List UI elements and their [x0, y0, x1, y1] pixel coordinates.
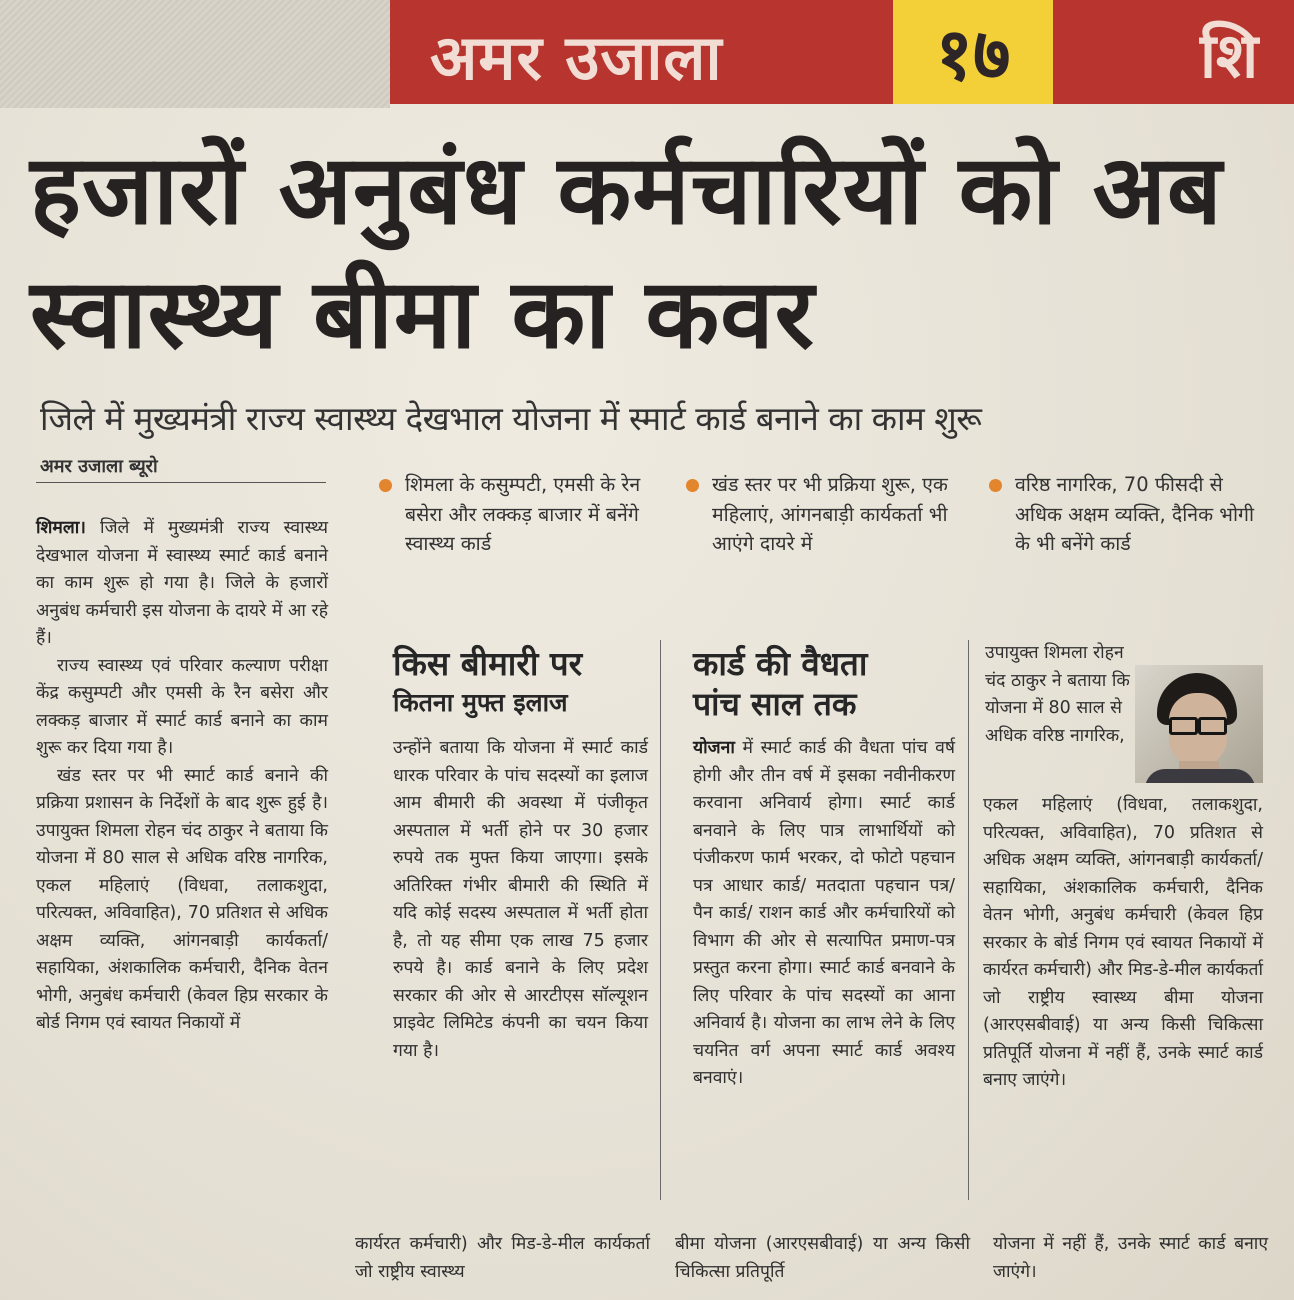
highlight-2 [712, 470, 987, 559]
bullet-dot [989, 479, 1002, 492]
highlight-text: शिमला के कसुम्पटी, एमसी के रेन बसेरा और लक्कड़ बाजार में बनेंगे स्वास्थ्य कार्ड [405, 473, 641, 555]
box2-body [693, 735, 955, 1093]
box2-subtitle: पांच साल तक [693, 685, 857, 723]
box2-lead: योजना [693, 738, 735, 758]
box2-title: कार्ड की वैधता [693, 644, 868, 683]
highlight-3 [1015, 470, 1270, 559]
paragraph-3: खंड स्तर पर भी स्मार्ट कार्ड बनाने की प्रक्रिया प्रशासन के निर्देशों के बाद शुरू हुई है। उपायुक्त शिमला रोहन चंद ठाकुर ने बताया कि योजना में 80 साल से अधिक वरिष्ठ नागरिक, एकल महिलाएं (विधवा, तलाकशुदा, परित्यक्त, अविवाहित), 70 प्रतिशत से अधिक अक्षम व्यक्ति, आंगनबाड़ी कार्यकर्ता/ सहायिका, अंशकालिक कर्मचारी, दैनिक वेतन भोगी, अनुबंध कर्मचारी (केवल हिप्र सरकार के बोर्ड निगम एवं स्वायत निकायों में [36, 765, 328, 1033]
box1-body: उन्होंने बताया कि योजना में स्मार्ट कार्ड धारक परिवार के पांच सदस्यों का इलाज आम बीमारी की अवस्था में पंजीकृत अस्पताल में भर्ती होने पर 30 हजार रुपये तक मुफ्त किया जाएगा। इसके अतिरिक्त गंभीर बीमारी की स्थिति में यदि कोई सदस्य अस्पताल में भर्ती होता है, तो यह सीमा एक लाख 75 हजार रुपये है। कार्ड बनाने के लिए प्रदेश सरकार की ओर से आरटीएस सॉल्यूशन प्राइवेट लिमिटेड कंपनी का चयन किया गया है। [393, 738, 648, 1061]
headline: हजारों अनुबंध कर्मचारियों को अब स्वास्थ्य बीमा का कवर [30, 133, 1223, 370]
continuation-1: कार्यरत कर्मचारी) और मिड-डे-मील कार्यकर्ता जो राष्ट्रीय स्वास्थ्य [355, 1234, 650, 1282]
paragraph-1-text: जिले में मुख्यमंत्री राज्य स्वास्थ्य देखभाल योजना में स्वास्थ्य स्मार्ट कार्ड बनाने का काम शुरू हो गया है। जिले के हजारों अनुबंध कर्मचारी इस योजना के दायरे में आ रहे हैं। [36, 518, 328, 648]
highlight-text: खंड स्तर पर भी प्रक्रिया शुरू, एक महिलाएं, आंगनबाड़ी कार्यकर्ता भी आएंगे दायरे में [712, 473, 948, 555]
byline-rule [36, 482, 326, 483]
masthead-left-panel [0, 0, 390, 108]
paragraph-1 [36, 515, 328, 653]
bullet-dot [379, 479, 392, 492]
column-divider [660, 640, 661, 1200]
official-photo [1135, 665, 1263, 783]
dateline: शिमला। [36, 518, 86, 538]
masthead-title: अमर उजाला [430, 21, 723, 94]
paragraph-2: राज्य स्वास्थ्य एवं परिवार कल्याण परीक्षा केंद्र कसुम्पटी और एमसी के रैन बसेरा और लक्कड़ बाजार में स्मार्ट कार्ड बनाने का काम शुरू कर दिया गया है। [36, 655, 328, 758]
box1-title: किस बीमारी पर [393, 644, 583, 683]
section-name: शि [1200, 19, 1259, 92]
page-number-box [893, 0, 1053, 104]
box3-intro: उपायुक्त शिमला रोहन चंद ठाकुर ने बताया कि योजना में 80 साल से अधिक वरिष्ठ नागरिक, [985, 643, 1130, 746]
highlight-text: वरिष्ठ नागरिक, 70 फीसदी से अधिक अक्षम व्यक्ति, दैनिक भोगी के भी बनेंगे कार्ड [1015, 473, 1255, 555]
subheadline: जिले में मुख्यमंत्री राज्य स्वास्थ्य देखभाल योजना में स्मार्ट कार्ड बनाने का काम शुरू [40, 399, 982, 438]
continuation-2: बीमा योजना (आरएसबीवाई) या अन्य किसी चिकित्सा प्रतिपूर्ति [675, 1234, 970, 1282]
box2-body-text: में स्मार्ट कार्ड की वैधता पांच वर्ष होगी और तीन वर्ष में इसका नवीनीकरण करवाना अनिवार्य होगा। स्मार्ट कार्ड बनवाने के लिए पात्र लाभार्थियों को पंजीकरण फार्म भरकर, दो फोटो पहचान पत्र आधार कार्ड/ मतदाता पहचान पत्र/ पैन कार्ड/ राशन कार्ड और कर्मचारियों को विभाग की ओर से सत्यापित प्रमाण-पत्र प्रस्तुत करना होगा। स्मार्ट कार्ड बनवाने के लिए परिवार के पांच सदस्यों का आना अनिवार्य है। योजना का लाभ लेने के लिए चयनित वर्ग अपना स्मार्ट कार्ड अवश्य बनवाएं। [693, 738, 955, 1088]
box1-subtitle: कितना मुफ्त इलाज [393, 688, 568, 717]
article-column-1 [36, 515, 328, 1038]
highlight-1 [405, 470, 680, 559]
continuation-3: योजना में नहीं हैं, उनके स्मार्ट कार्ड बनाए जाएंगे। [993, 1234, 1268, 1282]
page-number: १७ [935, 11, 1011, 96]
bullet-dot [686, 479, 699, 492]
byline: अमर उजाला ब्यूरो [40, 456, 158, 477]
box3-body: एकल महिलाएं (विधवा, तलाकशुदा, परित्यक्त, अविवाहित), 70 प्रतिशत से अधिक अक्षम व्यक्ति, आंगनबाड़ी कार्यकर्ता/ सहायिका, अंशकालिक कर्मचारी, दैनिक वेतन भोगी, अनुबंध कर्मचारी (केवल हिप्र सरकार के बोर्ड निगम एवं स्वायत निकायों में कार्यरत कर्मचारी) और मिड-डे-मील कार्यकर्ता जो राष्ट्रीय स्वास्थ्य बीमा योजना (आरएसबीवाई) या अन्य किसी चिकित्सा प्रतिपूर्ति योजना में नहीं हैं, उनके स्मार्ट कार्ड बनाए जाएंगे। [983, 795, 1263, 1090]
column-divider [968, 640, 969, 1200]
